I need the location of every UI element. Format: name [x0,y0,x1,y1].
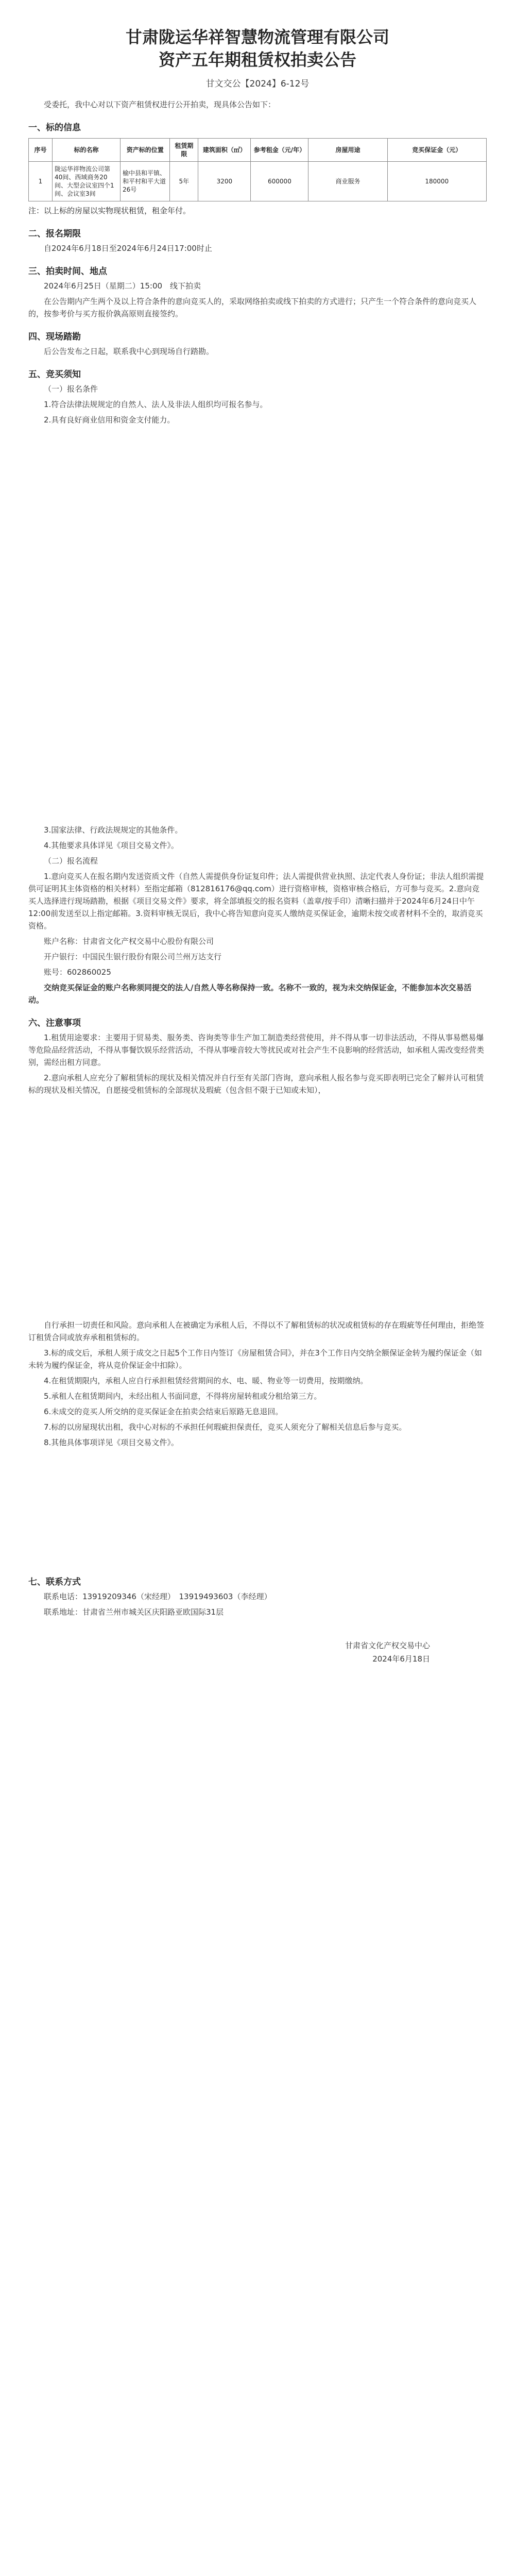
contact-address: 联系地址：甘肃省兰州市城关区庆阳路亚欧国际31层 [44,1607,224,1617]
section-3-title: 三、拍卖时间、地点 [28,266,107,277]
eligibility-subtitle: （一）报名条件 [44,384,98,394]
section-7-title: 七、联系方式 [28,1577,81,1587]
notice-item: 4.在租赁期限内，承租人应自行承担租赁经营期间的水、电、暖、物业等一切费用，按期缴纳。 [44,1376,368,1385]
table-row [29,162,487,201]
notice-item: 3.标的成交后，承租人须于成交之日起5个工作日内签订《房屋租赁合同》，并在3个工作日内交纳全额保证金转为履约保证金（如未转为履约保证金，将从竞价保证金中扣除）。 [28,1348,482,1370]
section-1-title: 一、标的信息 [28,123,81,133]
account-name: 账户名称：甘肃省文化产权交易中心股份有限公司 [44,937,214,946]
table-header: 竞买保证金（元） [387,139,486,162]
table-cell: 榆中县和平镇、和平村和平大道26号 [121,162,170,201]
notice-item: 6.未成交的竞买人所交纳的竞买保证金在拍卖会结束后原路无息退回。 [44,1407,283,1416]
table-header: 参考租金（元/年） [251,139,308,162]
section-2-title: 二、报名期限 [28,229,81,239]
announcement-page [28,26,487,1666]
auction-time: 2024年6月25日（星期二）15:00 线下拍卖 [44,281,201,291]
eligibility-item: 2.具有良好商业信用和资金支付能力。 [44,415,175,425]
table-header: 建筑面积（㎡） [198,139,251,162]
blank-space [28,1099,487,1316]
account-number: 账号：602860025 [44,968,111,977]
blank-space [28,429,487,821]
notice-item: 1.租赁用途要求：主要用于贸易类、服务类、咨询类等非生产加工制造类经营使用，并不得从事一切非法活动，不得从事易燃易爆等危险品经营活动，不得从事餐饮娱乐经营活动，不得从事噪音较大等扰民或对社会产生不良影响的经营活动，如承租人需改变经营类别，需经出租方同意。 [28,1033,485,1067]
section-4-title: 四、现场踏勘 [28,332,81,342]
document-number: 甘文交公【2024】6-12号 [205,79,310,89]
table-header: 房屋用途 [308,139,387,162]
sign-org: 甘肃省文化产权交易中心 [345,1641,430,1650]
blank-space [28,1452,487,1565]
table-header: 序号 [29,139,53,162]
title-line-2: 资产五年期租赁权拍卖公告 [158,50,356,70]
table-cell: 商业服务 [308,162,387,201]
auction-method: 在公告期内产生两个及以上符合条件的意向竞买人的，采取网络拍卖或线下拍卖的方式进行；只产生一个符合条件的意向竞买人的，按参考价与买方报价孰高原则直接签约。 [28,297,477,318]
table-cell: 1 [29,162,53,201]
table-header: 标的名称 [52,139,120,162]
section-6-title: 六、注意事项 [28,1018,81,1028]
table-cell: 600000 [251,162,308,201]
bank-name: 开户银行：中国民生银行股份有限公司兰州万达支行 [44,952,222,961]
table-cell: 陇运华祥物流公司第40间、西域商务20间、大型会议室四个1间、会议室3间 [52,162,120,201]
site-visit-text: 后公告发布之日起，联系我中心到现场自行踏勘。 [44,347,214,356]
table-cell: 180000 [387,162,486,201]
notice-item: 2.意向承租人应充分了解租赁标的现状及相关情况并自行至有关部门咨询，意向承租人报名参与竞买即表明已完全了解并认可租赁标的现状及相关情况，自愿接受租赁标的全部现状及瑕疵（包含但不限于已知或未知）， [28,1073,484,1095]
contact-phones: 联系电话：13919209346（宋经理） 13919493603（李经理） [44,1592,272,1601]
eligibility-item: 3.国家法律、行政法规规定的其他条件。 [44,825,183,835]
notice-item: 7.标的以房屋现状出租，我中心对标的不承担任何瑕疵担保责任，竞买人须充分了解相关信息后参与竞买。 [44,1422,407,1432]
signature-block [28,1639,487,1666]
registration-flow-subtitle: （二）报名流程 [44,856,98,866]
asset-table-header-row [29,139,487,162]
notice-item: 5.承租人在租赁期间内，未经出租人书面同意，不得将房屋转租或分租给第三方。 [44,1392,322,1401]
notice-item: 8.其他具体事项详见《项目交易文件》。 [44,1438,179,1447]
title-line-1: 甘肃陇运华祥智慧物流管理有限公司 [125,27,389,47]
table-header: 租赁期限 [170,139,198,162]
intro-text: 受委托，我中心对以下资产租赁权进行公开拍卖，现具体公告如下： [44,100,276,109]
eligibility-item: 4.其他要求具体详见《项目交易文件》。 [44,841,179,850]
registration-period: 自2024年6月18日至2024年6月24日17:00时止 [44,244,212,253]
table-cell: 3200 [198,162,251,201]
deposit-warning: 交纳竞买保证金的账户名称须同提交的法人/自然人等名称保持一致。名称不一致的，视为未交纳保证金，不能参加本次交易活动。 [28,983,472,1005]
sign-date: 2024年6月18日 [372,1654,430,1664]
table-cell: 5年 [170,162,198,201]
registration-flow-text: 1.意向竞买人在报名期内发送资质文件（自然人需提供身份证复印件；法人需提供营业执照、法定代表人身份证；非法人组织需提供可证明其主体资格的相关材料）至指定邮箱（812816176@qq.com）进行资格审核，资格审核合格后，方可参与竞买。2.意向竞买人选择进行现场踏勘，根据《项目交易文件》要求，将全部填报交的报名资料（盖章/按手印）清晰扫描并于2024年6月24日中午12:00前发送至以上指定邮箱。3.资料审核无误后，我中心将告知意向竞买人缴纳竞买保证金，逾期未按交或者材料不全的，取消竞买资格。 [28,872,484,930]
section-5-title: 五、竞买须知 [28,369,81,380]
table-note: 注：以上标的房屋以实物现状租赁，租金年付。 [28,206,191,215]
asset-table [28,138,487,201]
eligibility-item: 1.符合法律法规规定的自然人、法人及非法人组织均可报名参与。 [44,400,268,409]
notice-item: 自行承担一切责任和风险。意向承租人在被确定为承租人后，不得以不了解租赁标的状况或租赁标的存在瑕疵等任何理由，拒绝签订租赁合同或放弃承租租赁标的。 [28,1320,485,1342]
table-header: 资产标的位置 [121,139,170,162]
